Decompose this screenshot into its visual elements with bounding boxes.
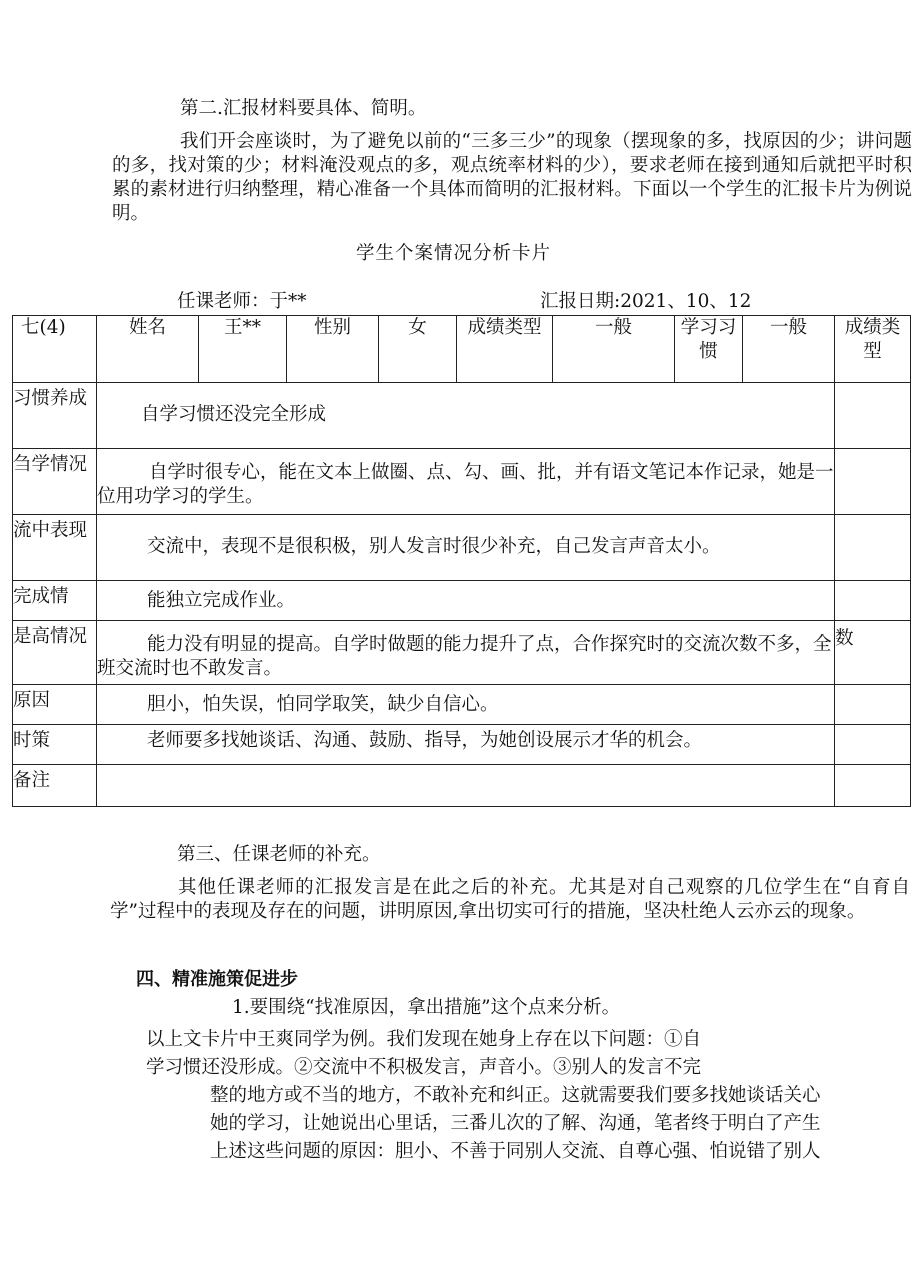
row-content-study: 自学时很专心，能在文本上做圈、点、勾、画、批，并有语文笔记本作记录，她是一位用功学习的学生。 [97, 449, 835, 515]
row-label-habit: 习惯养成 [13, 383, 97, 449]
grade-type-value: 一般 [553, 316, 675, 383]
name-value: 王** [199, 316, 287, 383]
section2-paragraph: 我们开会座谈时，为了避免以前的“三多三少”的现象（摆现象的多，找原因的少；讲问题的多，找对策的少；材料淹没观点的多，观点统率材料的少），要求老师在接到通知后就把平时积累的素材进行归纳整理，精心准备一个具体而简明的汇报材料。下面以一个学生的汇报卡片为例说明。 [112, 131, 912, 224]
row-extra-improve: 数 [835, 621, 911, 685]
row-label-reason: 原因 [13, 685, 97, 725]
row-label-homework: 完成情 [13, 581, 97, 621]
section4-line5: 上述这些问题的原因：胆小、不善于同别人交流、自尊心强、怕说错了别人 [210, 1141, 821, 1162]
row-label-notes: 备注 [13, 765, 97, 807]
section3-heading: 第三、任课老师的补充。 [177, 844, 381, 865]
row-extra-notes [835, 765, 911, 807]
section4-line1: 以上文卡片中王爽同学为例。我们发现在她身上存在以下问题：①自 [146, 1029, 702, 1050]
row-content-measure: 老师要多找她谈话、沟通、鼓励、指导，为她创设展示才华的机会。 [97, 725, 835, 765]
teacher-label: 任课老师：于** [177, 291, 307, 312]
section4-item1: 1.要围绕“找准原因，拿出措施”这个点来分析。 [232, 997, 621, 1018]
row-content-homework: 能独立完成作业。 [97, 581, 835, 621]
row-content-habit: 自学习惯还没完全形成 [97, 383, 835, 449]
row-extra-habit [835, 383, 911, 449]
section3-paragraph: 其他任课老师的汇报发言是在此之后的补充。尤其是对自己观察的几位学生在“自育自学”过程中的表现及存在的问题，讲明原因,拿出切实可行的措施，坚决杜绝人云亦云的现象。 [110, 877, 910, 922]
habit-label: 学习习惯 [675, 316, 743, 383]
row-label-study: 刍学情况 [13, 449, 97, 515]
gender-label: 性别 [287, 316, 379, 383]
row-extra-homework [835, 581, 911, 621]
section4-line3: 整的地方或不当的地方，不敢补充和纠正。这就需要我们要多找她谈话关心 [210, 1085, 821, 1106]
row-extra-exchange [835, 515, 911, 581]
row-label-improve: 是高情况 [13, 621, 97, 685]
class-cell: 七(4) [13, 316, 97, 383]
card-title: 学生个案情况分析卡片 [356, 243, 552, 264]
row-content-improve: 能力没有明显的提高。自学时做题的能力提升了点，合作探究时的交流次数不多，全班交流时也不敢发言。 [97, 621, 835, 685]
gender-value: 女 [379, 316, 457, 383]
section4-line2: 学习惯还没形成。②交流中不积极发言，声音小。③别人的发言不完 [146, 1057, 702, 1078]
student-analysis-card [12, 315, 911, 807]
row-content-exchange: 交流中，表现不是很积极，别人发言时很少补充，自己发言声音太小。 [97, 515, 835, 581]
row-extra-reason [835, 685, 911, 725]
grade-type-label-2: 成绩类型 [835, 316, 911, 383]
grade-type-label: 成绩类型 [457, 316, 553, 383]
name-label: 姓名 [97, 316, 199, 383]
row-content-notes [97, 765, 835, 807]
habit-value: 一般 [743, 316, 835, 383]
row-label-measure: 时策 [13, 725, 97, 765]
section4-heading: 四、精准施策促进步 [136, 969, 298, 990]
report-date: 汇报日期:2021、10、12 [540, 291, 752, 312]
row-extra-measure [835, 725, 911, 765]
row-label-exchange: 流中表现 [13, 515, 97, 581]
section4-line4: 她的学习，让她说出心里话，三番儿次的了解、沟通，笔者终于明白了产生 [210, 1113, 821, 1134]
section2-heading: 第二.汇报材料要具体、简明。 [180, 98, 427, 119]
row-extra-study [835, 449, 911, 515]
row-content-reason: 胆小，怕失误，怕同学取笑，缺少自信心。 [97, 685, 835, 725]
